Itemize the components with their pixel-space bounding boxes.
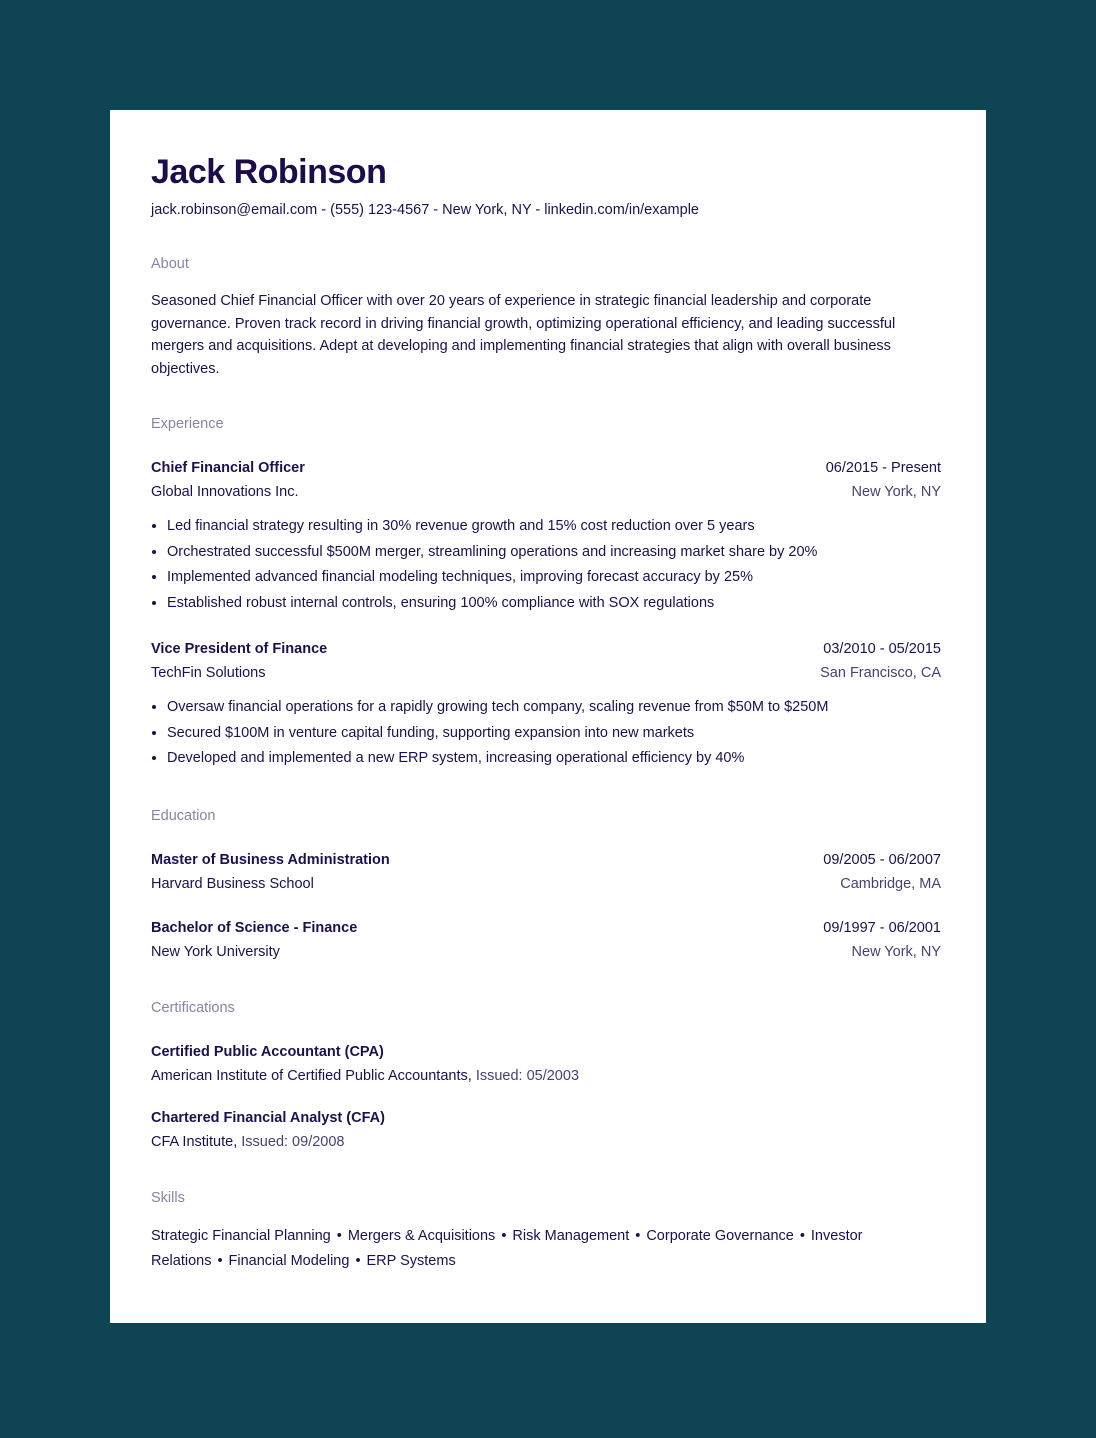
experience-entry <box>151 456 941 617</box>
education-entry <box>151 916 941 964</box>
achievement-list <box>151 695 941 772</box>
job-title: Vice President of Finance <box>151 640 328 657</box>
company-name: TechFin Solutions <box>151 664 266 681</box>
certification-entry <box>151 1040 941 1088</box>
job-location: New York, NY <box>851 484 941 500</box>
certification-issuer: CFA Institute, <box>151 1133 238 1150</box>
section-title-skills: Skills <box>151 1189 185 1206</box>
certification-name: Chartered Financial Analyst (CFA) <box>151 1109 385 1126</box>
section-title-about: About <box>151 256 189 272</box>
resume-page <box>110 110 986 1323</box>
skill-separator: • <box>355 1253 361 1270</box>
achievement-list <box>151 514 941 617</box>
certification-issuer: American Institute of Certified Public Accountants, <box>151 1067 472 1084</box>
job-dates: 06/2015 - Present <box>825 460 941 476</box>
job-title: Chief Financial Officer <box>151 460 305 476</box>
skill-item: Mergers & Acquisitions <box>347 1227 496 1244</box>
school-name: Harvard Business School <box>151 875 314 892</box>
skills-list <box>151 1224 941 1275</box>
skill-separator: • <box>217 1253 223 1270</box>
section-title-experience: Experience <box>151 416 224 432</box>
achievement-item: • Developed and implemented a new ERP system, increasing operational efficiency by 40% <box>167 746 941 772</box>
skill-separator: • <box>501 1227 507 1244</box>
degree-name: Bachelor of Science - Finance <box>151 919 358 936</box>
skill-item: Investor Relations <box>151 1227 863 1270</box>
skill-item: Financial Modeling <box>228 1253 350 1270</box>
degree-name: Master of Business Administration <box>151 851 390 868</box>
skill-separator: • <box>336 1227 342 1244</box>
about-text: Seasoned Chief Financial Officer with over 20 years of experience in strategic financial leadership and corporate governance. Proven track record in driving financial growth, optimizing operational efficiency, and leading successful mergers and acquisitions. Adept at developing and implementing financial strategies that align with overall business objectives. <box>151 293 896 377</box>
achievement-item: • Oversaw financial operations for a rapidly growing tech company, scaling revenue from $50M to $250M <box>167 695 941 721</box>
certification-entry <box>151 1106 941 1154</box>
education-entry <box>151 848 941 896</box>
job-dates: 03/2010 - 05/2015 <box>823 640 941 657</box>
skill-separator: • <box>635 1227 641 1244</box>
skill-item: Corporate Governance <box>646 1227 794 1244</box>
achievement-item: • Implemented advanced financial modeling techniques, improving forecast accuracy by 25% <box>167 565 941 591</box>
contact-line: jack.robinson@email.com - (555) 123-4567 - New York, NY - linkedin.com/in/example <box>151 202 699 218</box>
certification-issued: Issued: 09/2008 <box>241 1133 345 1150</box>
skill-item: Strategic Financial Planning <box>151 1227 331 1244</box>
candidate-name: Jack Robinson <box>151 153 387 191</box>
skill-item: Risk Management <box>512 1227 630 1244</box>
job-location: San Francisco, CA <box>820 664 941 681</box>
experience-entry <box>151 637 941 772</box>
certification-issued: Issued: 05/2003 <box>475 1067 580 1084</box>
skill-separator: • <box>799 1227 805 1244</box>
school-location: New York, NY <box>851 943 941 960</box>
skill-item: ERP Systems <box>366 1253 456 1270</box>
company-name: Global Innovations Inc. <box>151 484 299 500</box>
section-title-certifications: Certifications <box>151 999 235 1016</box>
achievement-item: • Established robust internal controls, ensuring 100% compliance with SOX regulations <box>167 591 941 617</box>
education-dates: 09/2005 - 06/2007 <box>823 851 941 868</box>
achievement-item: • Secured $100M in venture capital funding, supporting expansion into new markets <box>167 721 941 747</box>
school-location: Cambridge, MA <box>840 875 941 892</box>
section-title-education: Education <box>151 807 216 824</box>
certification-name: Certified Public Accountant (CPA) <box>151 1043 384 1060</box>
education-dates: 09/1997 - 06/2001 <box>823 919 941 936</box>
achievement-item: • Orchestrated successful $500M merger, streamlining operations and increasing market share by 20% <box>167 540 941 566</box>
achievement-item: • Led financial strategy resulting in 30% revenue growth and 15% cost reduction over 5 years <box>167 514 941 540</box>
school-name: New York University <box>151 943 280 960</box>
